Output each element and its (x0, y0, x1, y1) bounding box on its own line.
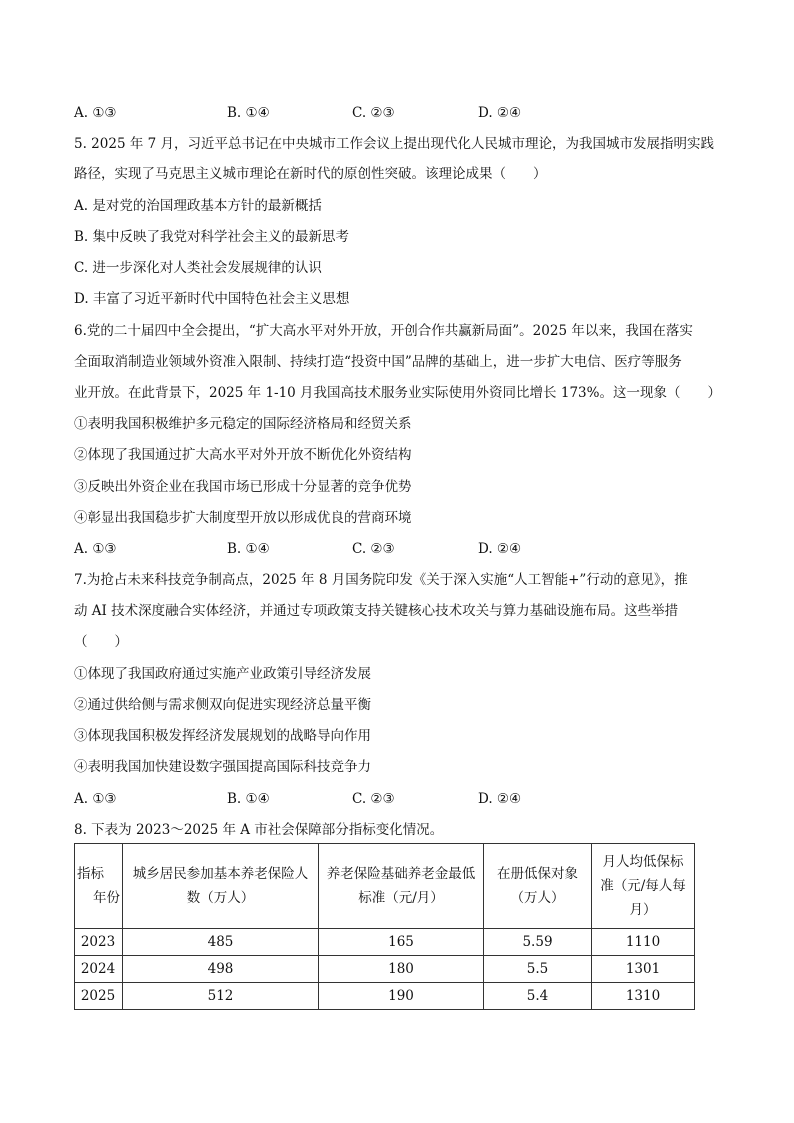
q6-stem-line-1: 6.党的二十届四中全会提出，“扩大高水平对外开放，开创合作共赢新局面”。2025 年以来，我国在落实 (74, 323, 693, 339)
table-cell: 512 (123, 983, 319, 1010)
table-header-cell: 在册低保对象（万人） (484, 844, 592, 929)
table-cell: 5.5 (484, 956, 592, 983)
table-cell: 180 (319, 956, 484, 983)
q6-options (74, 540, 714, 558)
q7-stem-line-2: 动 AI 技术深度融合实体经济，并通过专项政策支持关键核心技术攻关与算力基础设施布局。这些举措 (74, 603, 679, 619)
q6-stem-line-2: 全面取消制造业领域外资准入限制、持续打造“投资中国”品牌的基础上，进一步扩大电信、医疗等服务 (74, 354, 682, 370)
table-cell-year: 2024 (75, 956, 123, 983)
q5-stem-line-1: 5. 2025 年 7 月，习近平总书记在中央城市工作会议上提出现代化人民城市理论，为我国城市发展指明实践 (74, 136, 714, 152)
q7-options (74, 790, 714, 808)
q6-statement-3: ③反映出外资企业在我国市场已形成十分显著的竞争优势 (74, 479, 412, 495)
table-cell: 1310 (592, 983, 695, 1010)
table-cell: 1301 (592, 956, 695, 983)
q7-option-a: A. ①③ (74, 791, 117, 807)
table-cell: 190 (319, 983, 484, 1010)
q7-statement-3: ③体现我国积极发挥经济发展规划的战略导向作用 (74, 728, 371, 744)
q5-choice-c: C. 进一步深化对人类社会发展规律的认识 (74, 260, 322, 276)
q6-stem-line-3: 业开放。在此背景下，2025 年 1-10 月我国高技术服务业实际使用外资同比增长 173%。这一现象（ ） (74, 385, 721, 401)
table-cell: 5.59 (484, 929, 592, 956)
q6-statement-2: ②体现了我国通过扩大高水平对外开放不断优化外资结构 (74, 447, 412, 463)
table-cell: 485 (123, 929, 319, 956)
q7-statement-2: ②通过供给侧与需求侧双向促进实现经济总量平衡 (74, 697, 371, 713)
table-corner-cell (75, 844, 123, 929)
q6-statement-1: ①表明我国积极维护多元稳定的国际经济格局和经贸关系 (74, 416, 412, 432)
table-corner-bottom: 年份 (93, 890, 120, 906)
table-row (75, 983, 695, 1010)
q8-data-table (74, 843, 695, 1010)
q5-choice-b: B. 集中反映了我党对科学社会主义的最新思考 (74, 229, 350, 245)
q7-option-d: D. ②④ (478, 791, 522, 807)
q4-option-d: D. ②④ (478, 105, 522, 121)
table-cell: 5.4 (484, 983, 592, 1010)
q7-option-b: B. ①④ (227, 791, 270, 807)
table-cell: 1110 (592, 929, 695, 956)
q5-stem-line-2: 路径，实现了马克思主义城市理论在新时代的原创性突破。该理论成果（ ） (74, 166, 547, 182)
table-cell: 498 (123, 956, 319, 983)
q4-option-a: A. ①③ (74, 105, 117, 121)
table-header-cell: 月人均低保标准（元/每人每月） (592, 844, 695, 929)
q7-option-c: C. ②③ (352, 791, 395, 807)
table-cell-year: 2023 (75, 929, 123, 956)
table-header-cell: 城乡居民参加基本养老保险人数（万人） (123, 844, 319, 929)
table-cell: 165 (319, 929, 484, 956)
q5-choice-a: A. 是对党的治国理政基本方针的最新概括 (74, 198, 322, 214)
table-corner-top: 指标 (77, 866, 104, 882)
table-cell-year: 2025 (75, 983, 123, 1010)
q4-option-c: C. ②③ (352, 105, 395, 121)
q7-stem-line-3: （ ） (74, 634, 128, 650)
q5-choice-d: D. 丰富了习近平新时代中国特色社会主义思想 (74, 291, 350, 307)
q7-statement-4: ④表明我国加快建设数字强国提高国际科技竞争力 (74, 759, 371, 775)
q6-option-a: A. ①③ (74, 541, 117, 557)
q8-stem: 8. 下表为 2023～2025 年 A 市社会保障部分指标变化情况。 (74, 822, 444, 838)
table-row (75, 956, 695, 983)
q4-options (74, 104, 714, 122)
q6-option-c: C. ②③ (352, 541, 395, 557)
q4-option-b: B. ①④ (227, 105, 270, 121)
q7-stem-line-1: 7.为抢占未来科技竞争制高点，2025 年 8 月国务院印发《关于深入实施“人工智能+”行动的意见》，推 (74, 572, 688, 588)
table-header-cell: 养老保险基础养老金最低标准（元/月） (319, 844, 484, 929)
table-row (75, 929, 695, 956)
q6-option-d: D. ②④ (478, 541, 522, 557)
q6-statement-4: ④彰显出我国稳步扩大制度型开放以形成优良的营商环境 (74, 510, 412, 526)
q7-statement-1: ①体现了我国政府通过实施产业政策引导经济发展 (74, 666, 371, 682)
q6-option-b: B. ①④ (227, 541, 270, 557)
table-header-row (75, 844, 695, 929)
